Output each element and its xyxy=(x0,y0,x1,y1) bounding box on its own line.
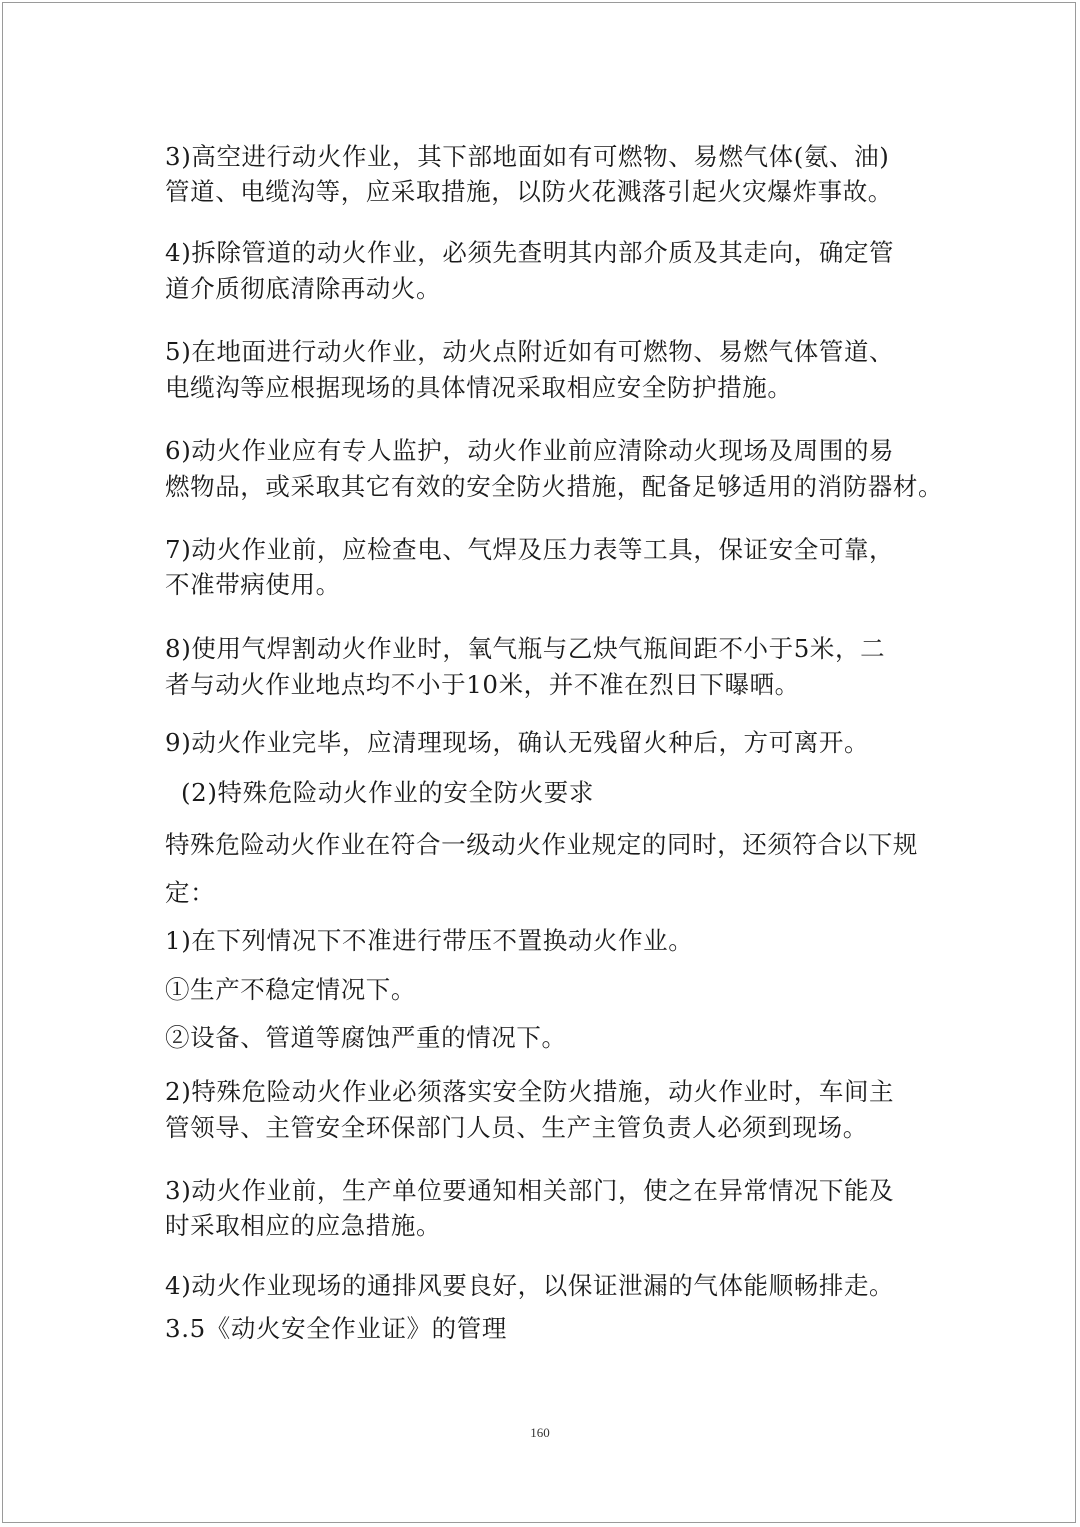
section-heading: (2)特殊危险动火作业的安全防火要求 xyxy=(181,778,595,807)
text-line: 者与动火作业地点均不小于10米，并不准在烈日下曝晒。 xyxy=(165,670,800,699)
text-line: 7)动火作业前，应检查电、气焊及压力表等工具，保证安全可靠， xyxy=(165,535,895,564)
text-line: 5)在地面进行动火作业，动火点附近如有可燃物、易燃气体管道、 xyxy=(165,337,895,366)
text-line: 时采取相应的应急措施。 xyxy=(165,1211,442,1240)
text-line: 6)动火作业应有专人监护，动火作业前应清除动火现场及周围的易 xyxy=(165,436,895,465)
text-line: 管领导、主管安全环保部门人员、生产主管负责人必须到现场。 xyxy=(165,1113,868,1142)
text-line: 3)动火作业前，生产单位要通知相关部门，使之在异常情况下能及 xyxy=(165,1176,895,1205)
text-line: ①生产不稳定情况下。 xyxy=(165,975,416,1004)
text-line: 特殊危险动火作业在符合一级动火作业规定的同时，还须符合以下规 xyxy=(165,830,918,859)
text-line: 燃物品，或采取其它有效的安全防火措施，配备足够适用的消防器材。 xyxy=(165,472,944,501)
section-heading: 3.5《动火安全作业证》的管理 xyxy=(165,1314,507,1343)
text-line: 9)动火作业完毕，应清理现场，确认无残留火种后，方可离开。 xyxy=(165,728,870,757)
text-line: ②设备、管道等腐蚀严重的情况下。 xyxy=(165,1023,567,1052)
text-line: 2)特殊危险动火作业必须落实安全防火措施，动火作业时，车间主 xyxy=(165,1077,895,1106)
text-line: 4)动火作业现场的通排风要良好，以保证泄漏的气体能顺畅排走。 xyxy=(165,1271,895,1300)
page-number: 160 xyxy=(530,1425,550,1440)
text-line: 管道、电缆沟等，应采取措施，以防火花溅落引起火灾爆炸事故。 xyxy=(165,177,893,206)
text-line: 1)在下列情况下不准进行带压不置换动火作业。 xyxy=(165,926,694,955)
document-page xyxy=(2,2,1076,1523)
text-line: 3)高空进行动火作业，其下部地面如有可燃物、易燃气体(氨、油) xyxy=(165,142,890,171)
text-line: 道介质彻底清除再动火。 xyxy=(165,274,442,303)
text-line: 4)拆除管道的动火作业，必须先查明其内部介质及其走向，确定管 xyxy=(165,238,895,267)
text-line: 不准带病使用。 xyxy=(165,570,341,599)
text-line: 8)使用气焊割动火作业时，氧气瓶与乙炔气瓶间距不小于5米，二 xyxy=(165,634,886,663)
text-line: 定： xyxy=(165,878,216,907)
text-line: 电缆沟等应根据现场的具体情况采取相应安全防护措施。 xyxy=(165,373,793,402)
